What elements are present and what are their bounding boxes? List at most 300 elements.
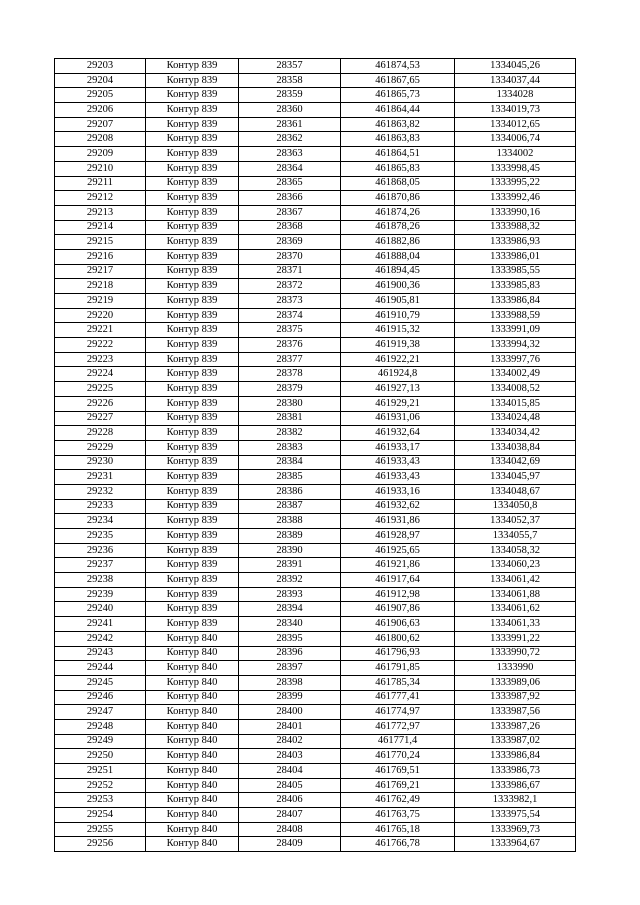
- point-id-cell: 28389: [239, 529, 341, 544]
- y-coordinate-cell: 1333997,76: [455, 352, 576, 367]
- point-id-cell: 28392: [239, 573, 341, 588]
- y-coordinate-cell: 1334008,52: [455, 382, 576, 397]
- table-row: [55, 690, 576, 705]
- row-number-cell: 29241: [55, 617, 146, 632]
- table-row: [55, 176, 576, 191]
- table-row: [55, 499, 576, 514]
- table-row: [55, 382, 576, 397]
- point-id-cell: 28373: [239, 294, 341, 309]
- y-coordinate-cell: 1333988,32: [455, 220, 576, 235]
- y-coordinate-cell: 1333986,84: [455, 294, 576, 309]
- row-number-cell: 29227: [55, 411, 146, 426]
- y-coordinate-cell: 1333992,46: [455, 191, 576, 206]
- table-row: [55, 147, 576, 162]
- table-row: [55, 543, 576, 558]
- x-coordinate-cell: 461771,4: [341, 734, 455, 749]
- x-coordinate-cell: 461772,97: [341, 719, 455, 734]
- contour-name-cell: Контур 840: [146, 661, 239, 676]
- y-coordinate-cell: 1333995,22: [455, 176, 576, 191]
- table-row: [55, 73, 576, 88]
- contour-name-cell: Контур 839: [146, 147, 239, 162]
- x-coordinate-cell: 461785,34: [341, 675, 455, 690]
- point-id-cell: 28385: [239, 470, 341, 485]
- point-id-cell: 28403: [239, 749, 341, 764]
- contour-name-cell: Контур 839: [146, 499, 239, 514]
- table-row: [55, 352, 576, 367]
- x-coordinate-cell: 461763,75: [341, 808, 455, 823]
- row-number-cell: 29219: [55, 294, 146, 309]
- row-number-cell: 29222: [55, 338, 146, 353]
- x-coordinate-cell: 461924,8: [341, 367, 455, 382]
- x-coordinate-cell: 461919,38: [341, 338, 455, 353]
- point-id-cell: 28357: [239, 59, 341, 74]
- point-id-cell: 28396: [239, 646, 341, 661]
- y-coordinate-cell: 1333987,02: [455, 734, 576, 749]
- table-row: [55, 793, 576, 808]
- y-coordinate-cell: 1334061,42: [455, 573, 576, 588]
- contour-name-cell: Контур 839: [146, 279, 239, 294]
- x-coordinate-cell: 461888,04: [341, 249, 455, 264]
- point-id-cell: 28359: [239, 88, 341, 103]
- point-id-cell: 28400: [239, 705, 341, 720]
- y-coordinate-cell: 1333986,93: [455, 235, 576, 250]
- x-coordinate-cell: 461906,63: [341, 617, 455, 632]
- y-coordinate-cell: 1333987,56: [455, 705, 576, 720]
- table-row: [55, 279, 576, 294]
- x-coordinate-cell: 461922,21: [341, 352, 455, 367]
- y-coordinate-cell: 1333994,32: [455, 338, 576, 353]
- y-coordinate-cell: 1334024,48: [455, 411, 576, 426]
- x-coordinate-cell: 461917,64: [341, 573, 455, 588]
- y-coordinate-cell: 1334034,42: [455, 426, 576, 441]
- point-id-cell: 28372: [239, 279, 341, 294]
- x-coordinate-cell: 461915,32: [341, 323, 455, 338]
- table-row: [55, 308, 576, 323]
- x-coordinate-cell: 461921,86: [341, 558, 455, 573]
- contour-name-cell: Контур 839: [146, 235, 239, 250]
- coordinates-table-body: [55, 59, 576, 852]
- point-id-cell: 28379: [239, 382, 341, 397]
- table-row: [55, 617, 576, 632]
- x-coordinate-cell: 461925,65: [341, 543, 455, 558]
- y-coordinate-cell: 1334028: [455, 88, 576, 103]
- table-row: [55, 470, 576, 485]
- contour-name-cell: Контур 840: [146, 837, 239, 852]
- x-coordinate-cell: 461865,73: [341, 88, 455, 103]
- contour-name-cell: Контур 839: [146, 440, 239, 455]
- y-coordinate-cell: 1333964,67: [455, 837, 576, 852]
- table-row: [55, 573, 576, 588]
- table-row: [55, 338, 576, 353]
- contour-name-cell: Контур 839: [146, 514, 239, 529]
- x-coordinate-cell: 461769,21: [341, 778, 455, 793]
- point-id-cell: 28376: [239, 338, 341, 353]
- row-number-cell: 29246: [55, 690, 146, 705]
- point-id-cell: 28397: [239, 661, 341, 676]
- row-number-cell: 29242: [55, 631, 146, 646]
- y-coordinate-cell: 1334042,69: [455, 455, 576, 470]
- x-coordinate-cell: 461933,16: [341, 484, 455, 499]
- y-coordinate-cell: 1334006,74: [455, 132, 576, 147]
- table-row: [55, 514, 576, 529]
- y-coordinate-cell: 1334060,23: [455, 558, 576, 573]
- table-row: [55, 587, 576, 602]
- row-number-cell: 29215: [55, 235, 146, 250]
- point-id-cell: 28358: [239, 73, 341, 88]
- row-number-cell: 29220: [55, 308, 146, 323]
- contour-name-cell: Контур 839: [146, 617, 239, 632]
- y-coordinate-cell: 1334002,49: [455, 367, 576, 382]
- row-number-cell: 29234: [55, 514, 146, 529]
- contour-name-cell: Контур 840: [146, 690, 239, 705]
- contour-name-cell: Контур 839: [146, 308, 239, 323]
- table-row: [55, 294, 576, 309]
- contour-name-cell: Контур 839: [146, 103, 239, 118]
- y-coordinate-cell: 1334012,65: [455, 117, 576, 132]
- y-coordinate-cell: 1333988,59: [455, 308, 576, 323]
- table-row: [55, 529, 576, 544]
- contour-name-cell: Контур 839: [146, 191, 239, 206]
- y-coordinate-cell: 1333982,1: [455, 793, 576, 808]
- contour-name-cell: Контур 840: [146, 793, 239, 808]
- contour-name-cell: Контур 839: [146, 323, 239, 338]
- row-number-cell: 29207: [55, 117, 146, 132]
- table-row: [55, 88, 576, 103]
- y-coordinate-cell: 1333990: [455, 661, 576, 676]
- x-coordinate-cell: 461800,62: [341, 631, 455, 646]
- y-coordinate-cell: 1334019,73: [455, 103, 576, 118]
- table-row: [55, 778, 576, 793]
- point-id-cell: 28401: [239, 719, 341, 734]
- row-number-cell: 29217: [55, 264, 146, 279]
- contour-name-cell: Контур 839: [146, 411, 239, 426]
- row-number-cell: 29228: [55, 426, 146, 441]
- table-row: [55, 719, 576, 734]
- table-row: [55, 764, 576, 779]
- row-number-cell: 29252: [55, 778, 146, 793]
- point-id-cell: 28390: [239, 543, 341, 558]
- point-id-cell: 28367: [239, 205, 341, 220]
- row-number-cell: 29238: [55, 573, 146, 588]
- point-id-cell: 28361: [239, 117, 341, 132]
- contour-name-cell: Контур 839: [146, 587, 239, 602]
- point-id-cell: 28383: [239, 440, 341, 455]
- table-row: [55, 602, 576, 617]
- table-row: [55, 367, 576, 382]
- row-number-cell: 29218: [55, 279, 146, 294]
- row-number-cell: 29244: [55, 661, 146, 676]
- y-coordinate-cell: 1333989,06: [455, 675, 576, 690]
- x-coordinate-cell: 461774,97: [341, 705, 455, 720]
- row-number-cell: 29203: [55, 59, 146, 74]
- table-row: [55, 705, 576, 720]
- point-id-cell: 28384: [239, 455, 341, 470]
- contour-name-cell: Контур 840: [146, 646, 239, 661]
- y-coordinate-cell: 1334037,44: [455, 73, 576, 88]
- point-id-cell: 28378: [239, 367, 341, 382]
- row-number-cell: 29248: [55, 719, 146, 734]
- x-coordinate-cell: 461912,98: [341, 587, 455, 602]
- point-id-cell: 28404: [239, 764, 341, 779]
- contour-name-cell: Контур 839: [146, 558, 239, 573]
- row-number-cell: 29223: [55, 352, 146, 367]
- y-coordinate-cell: 1333987,92: [455, 690, 576, 705]
- point-id-cell: 28409: [239, 837, 341, 852]
- contour-name-cell: Контур 839: [146, 338, 239, 353]
- point-id-cell: 28394: [239, 602, 341, 617]
- table-row: [55, 249, 576, 264]
- point-id-cell: 28391: [239, 558, 341, 573]
- table-row: [55, 822, 576, 837]
- contour-name-cell: Контур 839: [146, 73, 239, 88]
- y-coordinate-cell: 1333985,83: [455, 279, 576, 294]
- contour-name-cell: Контур 839: [146, 205, 239, 220]
- row-number-cell: 29229: [55, 440, 146, 455]
- y-coordinate-cell: 1334058,32: [455, 543, 576, 558]
- y-coordinate-cell: 1334061,33: [455, 617, 576, 632]
- table-row: [55, 646, 576, 661]
- x-coordinate-cell: 461932,64: [341, 426, 455, 441]
- y-coordinate-cell: 1334038,84: [455, 440, 576, 455]
- contour-name-cell: Контур 839: [146, 602, 239, 617]
- row-number-cell: 29225: [55, 382, 146, 397]
- row-number-cell: 29205: [55, 88, 146, 103]
- y-coordinate-cell: 1333990,72: [455, 646, 576, 661]
- row-number-cell: 29224: [55, 367, 146, 382]
- point-id-cell: 28364: [239, 161, 341, 176]
- point-id-cell: 28375: [239, 323, 341, 338]
- table-row: [55, 661, 576, 676]
- row-number-cell: 29216: [55, 249, 146, 264]
- x-coordinate-cell: 461931,86: [341, 514, 455, 529]
- table-row: [55, 117, 576, 132]
- x-coordinate-cell: 461933,43: [341, 470, 455, 485]
- table-row: [55, 440, 576, 455]
- point-id-cell: 28360: [239, 103, 341, 118]
- table-row: [55, 191, 576, 206]
- contour-name-cell: Контур 839: [146, 543, 239, 558]
- x-coordinate-cell: 461929,21: [341, 396, 455, 411]
- x-coordinate-cell: 461796,93: [341, 646, 455, 661]
- contour-name-cell: Контур 839: [146, 352, 239, 367]
- contour-name-cell: Контур 839: [146, 59, 239, 74]
- contour-name-cell: Контур 839: [146, 484, 239, 499]
- contour-name-cell: Контур 839: [146, 294, 239, 309]
- x-coordinate-cell: 461870,86: [341, 191, 455, 206]
- x-coordinate-cell: 461863,82: [341, 117, 455, 132]
- contour-name-cell: Контур 839: [146, 264, 239, 279]
- x-coordinate-cell: 461864,44: [341, 103, 455, 118]
- table-row: [55, 484, 576, 499]
- y-coordinate-cell: 1334048,67: [455, 484, 576, 499]
- row-number-cell: 29231: [55, 470, 146, 485]
- row-number-cell: 29235: [55, 529, 146, 544]
- table-row: [55, 734, 576, 749]
- contour-name-cell: Контур 840: [146, 719, 239, 734]
- contour-name-cell: Контур 840: [146, 734, 239, 749]
- contour-name-cell: Контур 840: [146, 631, 239, 646]
- y-coordinate-cell: 1333986,67: [455, 778, 576, 793]
- row-number-cell: 29255: [55, 822, 146, 837]
- y-coordinate-cell: 1333986,01: [455, 249, 576, 264]
- x-coordinate-cell: 461932,62: [341, 499, 455, 514]
- table-row: [55, 205, 576, 220]
- x-coordinate-cell: 461769,51: [341, 764, 455, 779]
- row-number-cell: 29204: [55, 73, 146, 88]
- point-id-cell: 28406: [239, 793, 341, 808]
- point-id-cell: 28365: [239, 176, 341, 191]
- contour-name-cell: Контур 839: [146, 396, 239, 411]
- y-coordinate-cell: 1333987,26: [455, 719, 576, 734]
- contour-name-cell: Контур 840: [146, 778, 239, 793]
- coordinates-table: [54, 58, 576, 852]
- point-id-cell: 28371: [239, 264, 341, 279]
- table-row: [55, 323, 576, 338]
- row-number-cell: 29251: [55, 764, 146, 779]
- x-coordinate-cell: 461878,26: [341, 220, 455, 235]
- row-number-cell: 29256: [55, 837, 146, 852]
- row-number-cell: 29243: [55, 646, 146, 661]
- table-row: [55, 631, 576, 646]
- row-number-cell: 29221: [55, 323, 146, 338]
- contour-name-cell: Контур 839: [146, 132, 239, 147]
- table-row: [55, 675, 576, 690]
- point-id-cell: 28402: [239, 734, 341, 749]
- x-coordinate-cell: 461865,83: [341, 161, 455, 176]
- contour-name-cell: Контур 839: [146, 117, 239, 132]
- contour-name-cell: Контур 839: [146, 249, 239, 264]
- point-id-cell: 28366: [239, 191, 341, 206]
- row-number-cell: 29213: [55, 205, 146, 220]
- point-id-cell: 28399: [239, 690, 341, 705]
- contour-name-cell: Контур 839: [146, 382, 239, 397]
- y-coordinate-cell: 1334002: [455, 147, 576, 162]
- table-row: [55, 103, 576, 118]
- point-id-cell: 28405: [239, 778, 341, 793]
- contour-name-cell: Контур 839: [146, 220, 239, 235]
- contour-name-cell: Контур 839: [146, 176, 239, 191]
- contour-name-cell: Контур 839: [146, 455, 239, 470]
- contour-name-cell: Контур 840: [146, 822, 239, 837]
- y-coordinate-cell: 1334045,26: [455, 59, 576, 74]
- table-row: [55, 396, 576, 411]
- y-coordinate-cell: 1333991,09: [455, 323, 576, 338]
- point-id-cell: 28398: [239, 675, 341, 690]
- row-number-cell: 29237: [55, 558, 146, 573]
- point-id-cell: 28382: [239, 426, 341, 441]
- y-coordinate-cell: 1334061,88: [455, 587, 576, 602]
- x-coordinate-cell: 461910,79: [341, 308, 455, 323]
- row-number-cell: 29212: [55, 191, 146, 206]
- x-coordinate-cell: 461905,81: [341, 294, 455, 309]
- y-coordinate-cell: 1333991,22: [455, 631, 576, 646]
- contour-name-cell: Контур 839: [146, 573, 239, 588]
- row-number-cell: 29253: [55, 793, 146, 808]
- x-coordinate-cell: 461931,06: [341, 411, 455, 426]
- point-id-cell: 28368: [239, 220, 341, 235]
- table-row: [55, 132, 576, 147]
- row-number-cell: 29210: [55, 161, 146, 176]
- table-row: [55, 426, 576, 441]
- x-coordinate-cell: 461874,53: [341, 59, 455, 74]
- x-coordinate-cell: 461894,45: [341, 264, 455, 279]
- table-row: [55, 59, 576, 74]
- table-row: [55, 837, 576, 852]
- y-coordinate-cell: 1334052,37: [455, 514, 576, 529]
- table-row: [55, 411, 576, 426]
- contour-name-cell: Контур 839: [146, 426, 239, 441]
- y-coordinate-cell: 1334055,7: [455, 529, 576, 544]
- point-id-cell: 28362: [239, 132, 341, 147]
- row-number-cell: 29247: [55, 705, 146, 720]
- x-coordinate-cell: 461864,51: [341, 147, 455, 162]
- point-id-cell: 28407: [239, 808, 341, 823]
- table-row: [55, 161, 576, 176]
- row-number-cell: 29209: [55, 147, 146, 162]
- row-number-cell: 29236: [55, 543, 146, 558]
- point-id-cell: 28393: [239, 587, 341, 602]
- x-coordinate-cell: 461874,26: [341, 205, 455, 220]
- contour-name-cell: Контур 840: [146, 675, 239, 690]
- contour-name-cell: Контур 840: [146, 764, 239, 779]
- contour-name-cell: Контур 840: [146, 705, 239, 720]
- row-number-cell: 29245: [55, 675, 146, 690]
- point-id-cell: 28395: [239, 631, 341, 646]
- x-coordinate-cell: 461867,65: [341, 73, 455, 88]
- y-coordinate-cell: 1333998,45: [455, 161, 576, 176]
- y-coordinate-cell: 1334050,8: [455, 499, 576, 514]
- contour-name-cell: Контур 840: [146, 808, 239, 823]
- row-number-cell: 29254: [55, 808, 146, 823]
- row-number-cell: 29249: [55, 734, 146, 749]
- point-id-cell: 28386: [239, 484, 341, 499]
- table-row: [55, 235, 576, 250]
- contour-name-cell: Контур 839: [146, 529, 239, 544]
- y-coordinate-cell: 1334015,85: [455, 396, 576, 411]
- x-coordinate-cell: 461791,85: [341, 661, 455, 676]
- table-row: [55, 455, 576, 470]
- point-id-cell: 28369: [239, 235, 341, 250]
- x-coordinate-cell: 461863,83: [341, 132, 455, 147]
- point-id-cell: 28374: [239, 308, 341, 323]
- row-number-cell: 29250: [55, 749, 146, 764]
- y-coordinate-cell: 1333990,16: [455, 205, 576, 220]
- row-number-cell: 29230: [55, 455, 146, 470]
- x-coordinate-cell: 461900,36: [341, 279, 455, 294]
- point-id-cell: 28377: [239, 352, 341, 367]
- row-number-cell: 29233: [55, 499, 146, 514]
- x-coordinate-cell: 461762,49: [341, 793, 455, 808]
- y-coordinate-cell: 1333969,73: [455, 822, 576, 837]
- table-row: [55, 808, 576, 823]
- table-row: [55, 558, 576, 573]
- x-coordinate-cell: 461933,17: [341, 440, 455, 455]
- table-row: [55, 220, 576, 235]
- row-number-cell: 29226: [55, 396, 146, 411]
- y-coordinate-cell: 1333985,55: [455, 264, 576, 279]
- y-coordinate-cell: 1333975,54: [455, 808, 576, 823]
- row-number-cell: 29240: [55, 602, 146, 617]
- y-coordinate-cell: 1334061,62: [455, 602, 576, 617]
- row-number-cell: 29214: [55, 220, 146, 235]
- x-coordinate-cell: 461770,24: [341, 749, 455, 764]
- table-row: [55, 264, 576, 279]
- point-id-cell: 28388: [239, 514, 341, 529]
- point-id-cell: 28380: [239, 396, 341, 411]
- table-row: [55, 749, 576, 764]
- row-number-cell: 29211: [55, 176, 146, 191]
- contour-name-cell: Контур 839: [146, 470, 239, 485]
